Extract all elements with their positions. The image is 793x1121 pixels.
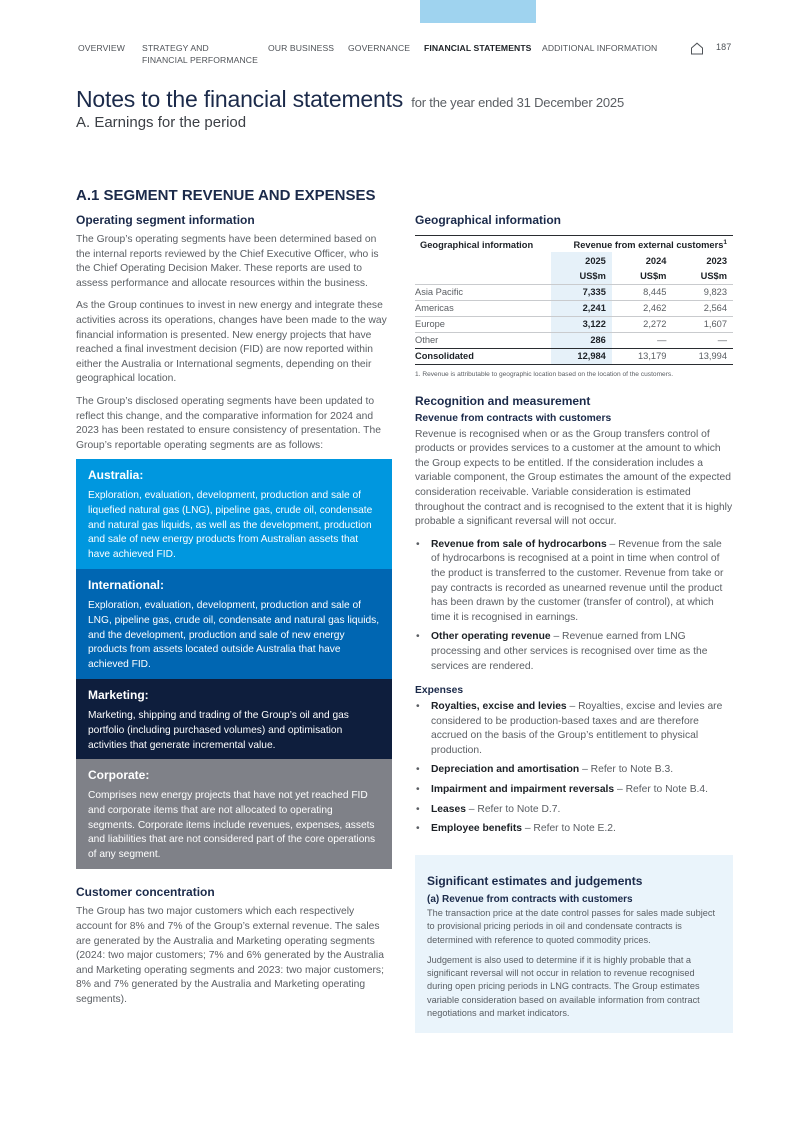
operating-segment-heading: Operating segment information: [76, 213, 255, 227]
list-item: • Impairment and impairment reversals – Refer to Note B.4.: [415, 783, 733, 798]
table-row: Asia Pacific 7,335 8,445 9,823: [415, 284, 733, 300]
nav-strategy-line2: FINANCIAL PERFORMANCE: [142, 55, 258, 65]
table-header-label: Geographical information: [415, 236, 551, 253]
significant-estimates-subheading: (a) Revenue from contracts with customers: [427, 894, 633, 905]
nav-financial-statements[interactable]: FINANCIAL STATEMENTS: [424, 43, 532, 53]
revenue-bullet-list: [415, 538, 733, 674]
list-item: • Employee benefits – Refer to Note E.2.: [415, 822, 733, 837]
page-title: [76, 86, 624, 113]
table-header-unit: US$m: [551, 268, 612, 284]
table-row: Americas 2,241 2,462 2,564: [415, 300, 733, 316]
nav-strategy-line1: STRATEGY AND: [142, 43, 209, 53]
customer-concentration-text: The Group has two major customers which each respectively account for 8% and 7% of the Group’s external revenue. The sales are generated by the Australia and Marketing operating segments (2024: two major customers; 7% and 6% generated by the Australia and Marketing operating segments and 2023: two major customers; 8% and 7% generated by the Australia and Marketing operating segments).: [76, 906, 384, 1005]
table-header-group: Revenue from external customers$^1$: [551, 236, 733, 253]
segment-description: Exploration, evaluation, development, production and sale of LNG, pipeline gas, crude oil, condensate and natural gas liquids, and the development, production and sale of new energy products from assets located outside Australia that have achieved FID.: [88, 600, 380, 670]
significant-estimates-text: The transaction price at the date control passes for sales made subject to provisional pricing periods in oil and condensate contracts is determined with reference to quoted commodity prices.: [427, 908, 716, 945]
segment-international: [76, 569, 392, 679]
page-title-period: for the year ended 31 December 2025: [411, 95, 624, 110]
geographical-heading: Geographical information: [415, 213, 562, 227]
table-header-year: 2023: [706, 255, 727, 266]
top-tab-marker: [420, 0, 536, 23]
page-subtitle: A. Earnings for the period: [76, 114, 247, 131]
recognition-subheading: Revenue from contracts with customers: [415, 412, 612, 424]
table-row: Other 286 — —: [415, 332, 733, 348]
segment-title: Australia:: [88, 468, 144, 483]
list-item: • Depreciation and amortisation – Refer to Note B.3.: [415, 763, 733, 778]
significant-estimates-heading: Significant estimates and judgements: [427, 874, 643, 888]
expenses-heading: Expenses: [415, 685, 464, 697]
segment-title: International:: [88, 578, 165, 593]
segment-description: Comprises new energy projects that have not yet reached FID and corporate items that are not allocated to operating segments. Corporate items include revenues, expenses, assets and liabilities that are not considered part of the core operations of any segment.: [88, 790, 376, 860]
segment-corporate: [76, 759, 392, 869]
segment-description: Exploration, evaluation, development, production and sale of liquefied natural gas (LNG), pipeline gas, crude oil, condensate and natural gas liquids, as well as the development, production and sale of new energy products from Australian assets that have achieved FID.: [88, 490, 373, 560]
list-item: • Other operating revenue – Revenue earned from LNG processing and other services is recognised over time as the services are rendered.: [415, 630, 733, 674]
customer-concentration-heading: Customer concentration: [76, 885, 215, 900]
segment-marketing: [76, 679, 392, 759]
nav-governance[interactable]: GOVERNANCE: [348, 43, 411, 53]
table-header-unit: US$m: [640, 271, 667, 282]
recognition-heading: Recognition and measurement: [415, 393, 591, 408]
section-heading: A.1 SEGMENT REVENUE AND EXPENSES: [76, 187, 376, 204]
home-icon[interactable]: [690, 42, 704, 55]
list-item: • Leases – Refer to Note D.7.: [415, 803, 733, 818]
page-title-main: Notes to the financial statements: [76, 86, 404, 112]
segment-description: Marketing, shipping and trading of the Group’s oil and gas portfolio (including purchased volumes) and optimisation activities that generate incremental value.: [88, 710, 349, 751]
table-header-year: 2024: [645, 255, 667, 266]
page-number: 187: [716, 42, 732, 52]
list-item: • Revenue from sale of hydrocarbons – Revenue from the sale of hydrocarbons is recognised at a point in time when control of the product is transferred to the customer. Revenue from take or pay contracts is recorded as unearned revenue until the product has been drawn by the customer (transfer of control), at which time it is recognised in earnings.: [415, 538, 733, 626]
significant-estimates-panel: [415, 855, 733, 1033]
nav-additional-information[interactable]: ADDITIONAL INFORMATION: [542, 43, 658, 53]
recognition-text: Revenue is recognised when or as the Group transfers control of products or provides services to a customer at the amount to which the Group expects to be entitled. If the consideration includes a variable component, the Group estimates the amount of the expected consideration receivable. Variable consideration is estimated throughout the contract and is recognised to the extent that it is highly probable a significant reversal will not occur.: [415, 428, 733, 528]
geographical-table: [415, 235, 733, 365]
table-header-unit: US$m: [700, 271, 727, 282]
right-column: [415, 213, 733, 845]
expenses-bullet-list: [415, 700, 733, 837]
table-total-row: Consolidated 12,984 13,179 13,994: [415, 348, 733, 364]
table-row: Europe 3,122 2,272 1,607: [415, 316, 733, 332]
top-navigation: [78, 42, 793, 70]
segment-australia: [76, 459, 392, 569]
segment-title: Corporate:: [88, 768, 150, 783]
table-footnote: 1. Revenue is attributable to geographic location based on the location of the customers.: [415, 370, 674, 378]
nav-our-business[interactable]: OUR BUSINESS: [268, 43, 335, 53]
list-item: • Royalties, excise and levies – Royalties, excise and levies are considered to be production-based taxes and are therefore accrued on the basis of the Group’s entitlement to physical production.: [415, 700, 733, 758]
nav-overview[interactable]: OVERVIEW: [78, 43, 125, 53]
table-header-year: 2025: [551, 252, 612, 268]
operating-paragraph: As the Group continues to invest in new energy and integrate these activities across its operations, changes have been made to the way financial information is presented. New energy projects that have reached a final investment decision (FID) are now reported within either the Australia or International segments, depending on their geographical location.: [76, 300, 387, 385]
segment-title: Marketing:: [88, 688, 149, 703]
operating-paragraph: The Group’s disclosed operating segments have been updated to reflect this change, and the comparative information for 2024 and 2023 has been restated to ensure consistency of presentation. The Group’s reportable operating segments are as follows:: [76, 395, 381, 451]
left-column: [76, 213, 392, 1015]
significant-estimates-text: Judgement is also used to determine if it is highly probable that a significant reversal will not occur in relation to revenue recognised during open pricing periods in LNG contracts. The Group estimates variable consideration based on available information from contract negotiations and market indicators.: [427, 954, 700, 1019]
operating-paragraph: The Group’s operating segments have been determined based on the internal reports reviewed by the Chief Executive Officer, who is the Chief Operating Decision Maker. These reports are used to assess performance and allocate resources within the business.: [76, 234, 379, 289]
nav-strategy[interactable]: [142, 42, 258, 66]
